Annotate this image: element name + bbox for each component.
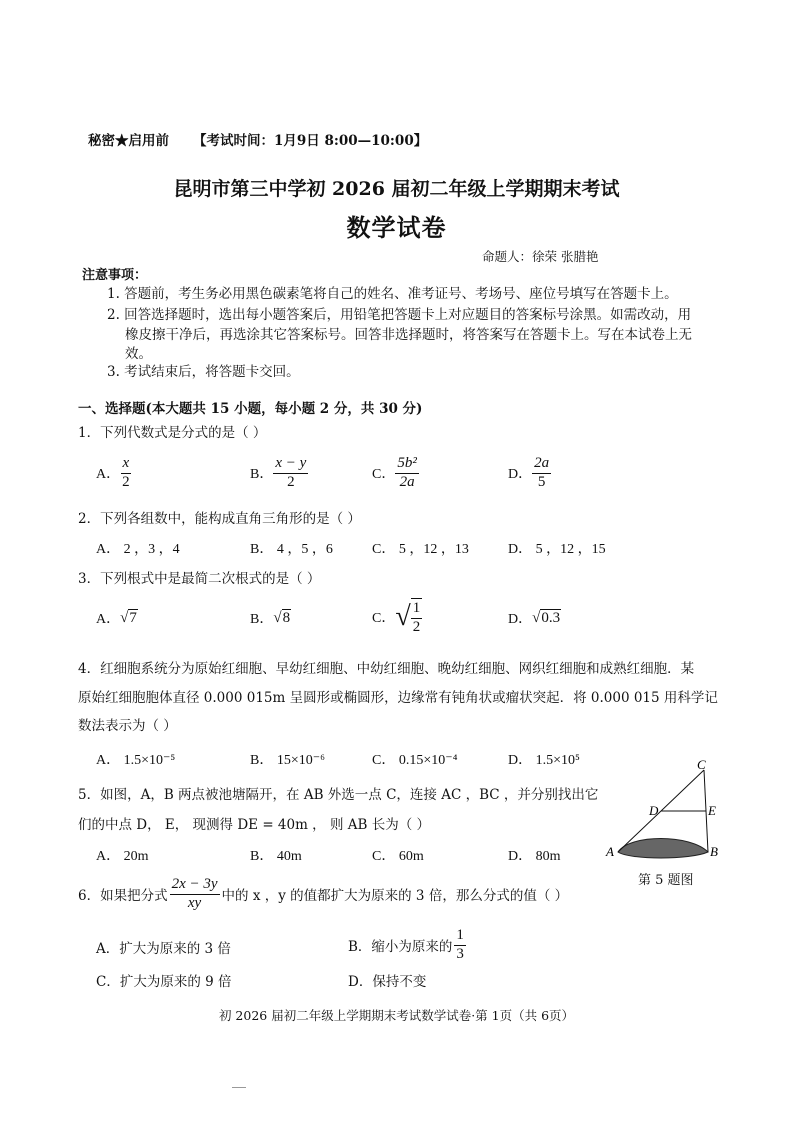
point-label-a: A: [606, 844, 614, 859]
radicand: 0.3: [541, 609, 561, 626]
q5-figure: [600, 756, 730, 866]
note-item: 1. 答题前，考生务必用黑色碳素笔将自己的姓名、准考证号、考场号、座位号填写在答题卡上。: [107, 286, 678, 302]
q6-option-c: C．扩大为原来的 9 倍: [96, 974, 232, 990]
radicand: 8: [282, 609, 291, 626]
exam-subtitle: 数学试卷: [346, 213, 447, 242]
q5-option-d: D． 80m: [508, 849, 561, 864]
page-footer: 初 2026 届初二年级上学期期末考试数学试卷·第 1页（共 6页）: [218, 1008, 575, 1023]
q4-option-a: A． 1.5×10⁻⁵: [96, 753, 176, 768]
notes-heading: 注意事项：: [82, 268, 148, 283]
denominator: xy: [187, 894, 202, 911]
numerator: x − y: [273, 456, 308, 474]
exam-title: 昆明市第三中学初 2026 届初二年级上学期期末考试: [173, 178, 620, 200]
figure-caption: 第 5 题图: [638, 873, 694, 888]
q2-option-d: D． 5 ，12 ，15: [508, 542, 606, 557]
fraction: [454, 928, 466, 963]
sqrt: √0.3: [532, 609, 561, 626]
denominator: 5: [537, 473, 546, 490]
q6-stem-suffix: 中的 x ，y 的值都扩大为原来的 3 倍，那么分式的值（ ）: [221, 888, 569, 905]
point-label-d: D: [649, 803, 659, 818]
point-label-e: E: [708, 803, 716, 818]
q5-line: 们的中点 D， E， 现测得 DE = 40m ， 则 AB 长为（ ）: [78, 817, 431, 833]
q6-option-d: D．保持不变: [348, 974, 427, 990]
fraction: [532, 456, 551, 491]
point-label-b: B: [710, 844, 718, 859]
denominator: 2a: [399, 473, 415, 490]
numerator: 1: [411, 601, 423, 619]
sqrt: √8: [273, 609, 291, 626]
q6-stem-prefix: 6．如果把分式: [78, 888, 168, 905]
q5-option-c: C． 60m: [372, 849, 424, 864]
q4-option-b: B． 15×10⁻⁶: [250, 753, 326, 768]
q2-option-a: A． 2 ，3 ，4: [96, 542, 180, 557]
denominator: 2: [287, 473, 295, 490]
sqrt: √ $\frac{1}{2}$: [395, 600, 421, 635]
q3-option-a: [96, 608, 138, 628]
fraction: [273, 456, 308, 491]
fraction: [395, 456, 419, 491]
q2-option-c: C． 5 ，12 ，13: [372, 542, 469, 557]
q1-option-a: [96, 456, 132, 491]
point-label-c: C: [697, 757, 706, 772]
numerator: 5b²: [395, 456, 419, 474]
q3-option-d: [508, 608, 561, 628]
option-label: C．: [372, 610, 396, 626]
q5-option-b: B． 40m: [250, 849, 302, 864]
q3-option-c: [372, 598, 422, 636]
denominator: 2: [412, 618, 421, 635]
option-label: B．缩小为原来的: [348, 939, 453, 956]
q6-option-a: A．扩大为原来的 3 倍: [96, 941, 231, 957]
q4-option-c: C． 0.15×10⁻⁴: [372, 753, 458, 768]
option-label: A．: [96, 612, 121, 627]
exam-time: 【考试时间：1月9日 8:00—10:00】: [193, 133, 428, 149]
option-label: A．: [96, 467, 121, 483]
denominator: 2: [122, 473, 130, 490]
note-item: 效。: [125, 346, 152, 362]
note-item: 橡皮擦干净后，再选涂其它答案标号。回答非选择题时，将答案写在答题卡上。写在本试卷上无: [125, 327, 692, 343]
q4-line: 原始红细胞胞体直径 0.000 015m 呈圆形或椭圆形，边缘常有钝角状或瘤状突起．将 0.000 015 用科学记: [78, 690, 718, 706]
q4-option-d: D． 1.5×10⁵: [508, 753, 580, 768]
option-label: B．: [250, 467, 274, 483]
numerator: 2a: [532, 456, 551, 474]
note-item: 3. 考试结束后，将答题卡交回。: [107, 364, 300, 380]
pond: [618, 839, 708, 859]
q1-option-c: [372, 456, 419, 491]
numerator: x: [121, 456, 132, 474]
q3-stem: 3．下列根式中是最简二次根式的是（ ）: [78, 571, 321, 587]
q1-option-d: [508, 456, 551, 491]
numerator: 2x − 3y: [170, 877, 220, 895]
q5-line: 5．如图，A，B 两点被池塘隔开，在 AB 外选一点 C，连接 AC ，BC ，并分别找出它: [78, 787, 599, 803]
q1-stem: 1．下列代数式是分式的是（ ）: [78, 425, 267, 441]
q6-stem: [78, 877, 568, 912]
q3-option-b: [250, 608, 291, 628]
q4-line: 数法表示为（ ）: [78, 718, 177, 734]
denominator: 3: [456, 945, 464, 962]
numerator: 1: [454, 928, 466, 946]
q2-option-b: B． 4 ，5 ，6: [250, 542, 333, 557]
note-item: 2. 回答选择题时，选出每小题答案后，用铅笔把答题卡上对应题目的答案标号涂黑。如需改动，用: [107, 307, 692, 323]
authors: 命题人：徐荣 张腊艳: [482, 249, 599, 264]
q2-stem: 2．下列各组数中，能构成直角三角形的是（ ）: [78, 511, 361, 527]
option-label: C．: [372, 467, 396, 483]
option-label: D．: [508, 467, 533, 483]
q6-option-b: [348, 928, 466, 963]
q4-line: 4．红细胞系统分为原始红细胞、早幼红细胞、中幼红细胞、晚幼红细胞、网织红细胞和成熟红细胞．某: [78, 661, 695, 677]
section-heading: 一、选择题(本大题共 15 小题，每小题 2 分，共 30 分): [78, 401, 423, 417]
option-label: B．: [250, 612, 274, 627]
q1-option-b: [250, 456, 308, 491]
sqrt: √7: [120, 609, 137, 626]
secret-label: 秘密★启用前: [88, 133, 169, 149]
option-label: D．: [508, 612, 533, 627]
footer-mark: [232, 1087, 246, 1088]
q5-option-a: A． 20m: [96, 849, 149, 864]
fraction: [120, 456, 132, 491]
fraction: [170, 877, 220, 912]
radicand: 7: [129, 609, 137, 626]
